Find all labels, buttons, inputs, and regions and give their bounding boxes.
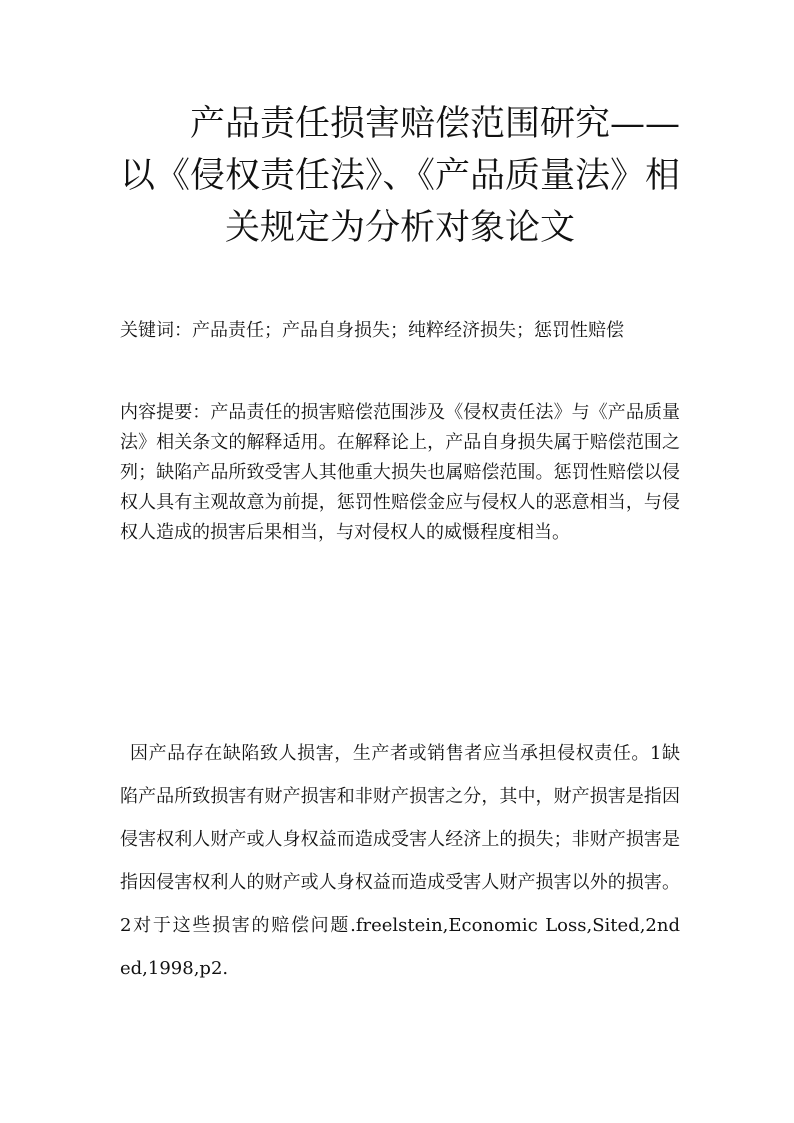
abstract-section	[120, 398, 680, 548]
body-paragraph: 因产品存在缺陷致人损害，生产者或销售者应当承担侵权责任。1缺陷产品所致损害有财产损害和非财产损害之分，其中，财产损害是指因侵害权利人财产或人身权益而造成受害人经济上的损失；非财产损害是指因侵害权利人的财产或人身权益而造成受害人财产损害以外的损害。2对于这些损害的赔偿问题.freelstein,Economic Loss,Sited,2nd ed,1998,p2.	[120, 743, 680, 979]
abstract-label: 内容提要：	[120, 402, 211, 423]
document-title: 产品责任损害赔偿范围研究——以《侵权责任法》、《产品质量法》相关规定为分析对象论文	[120, 104, 681, 248]
keywords-section	[120, 316, 680, 346]
keywords-text: 产品责任；产品自身损失；纯粹经济损失；惩罚性赔偿	[192, 320, 624, 341]
abstract-text: 产品责任的损害赔偿范围涉及《侵权责任法》与《产品质量法》相关条文的解释适用。在解释论上，产品自身损失属于赔偿范围之列；缺陷产品所致受害人其他重大损失也属赔偿范围。惩罚性赔偿以侵权人具有主观故意为前提，惩罚性赔偿金应与侵权人的恶意相当，与侵权人造成的损害后果相当，与对侵权人的威慑程度相当。	[120, 402, 681, 543]
keywords-label: 关键词：	[120, 320, 192, 341]
